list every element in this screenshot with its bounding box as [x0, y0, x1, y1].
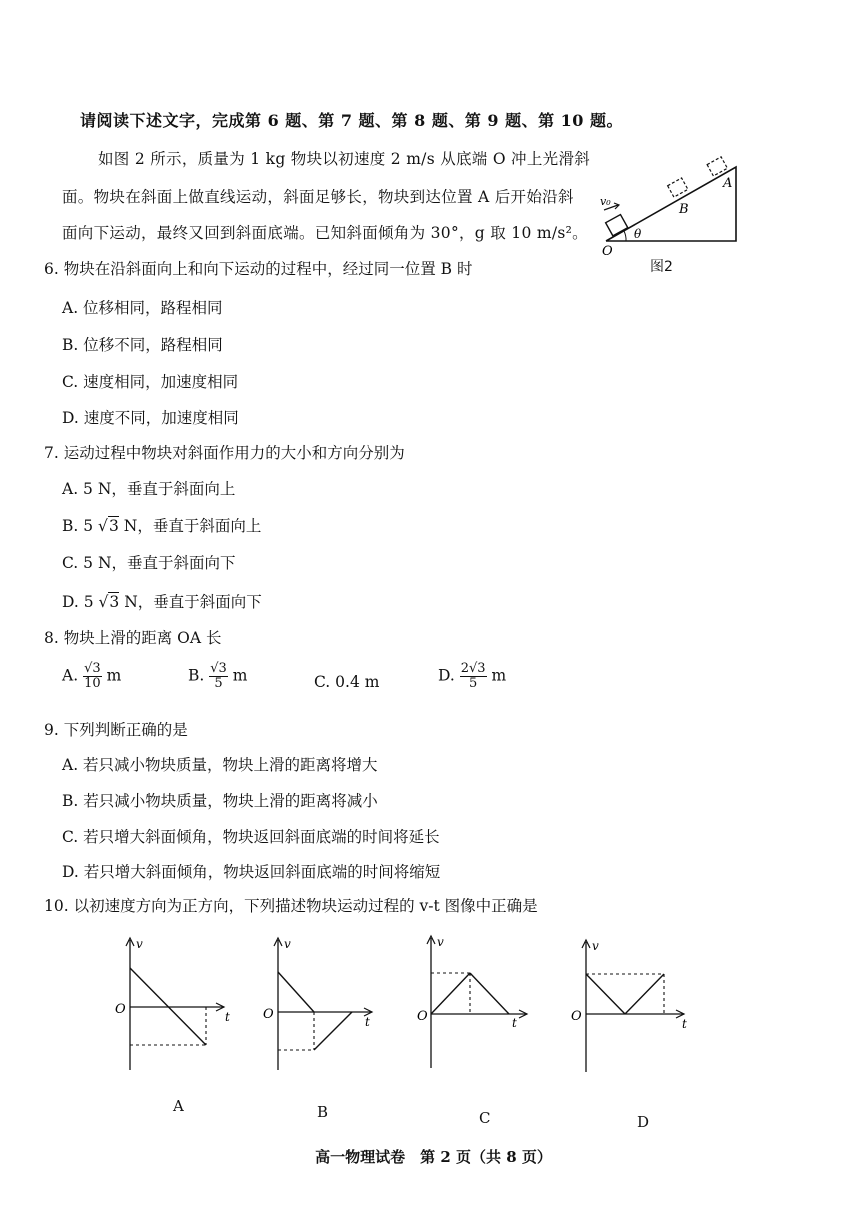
intro-line-2: 面。物块在斜面上做直线运动，斜面足够长，物块到达位置 A 后开始沿斜 — [62, 188, 574, 206]
q9-option-a[interactable]: A. 若只减小物块质量，物块上滑的距离将增大 — [62, 756, 378, 774]
q6-option-c[interactable]: C. 速度相同，加速度相同 — [62, 373, 239, 391]
graph-a-label[interactable]: A — [173, 1097, 184, 1115]
q9-option-d[interactable]: D. 若只增大斜面倾角，物块返回斜面底端的时间将缩短 — [62, 863, 441, 881]
vt-line-down — [586, 974, 625, 1014]
svg-text:O: O — [571, 1009, 582, 1024]
q6-option-a[interactable]: A. 位移相同，路程相同 — [62, 299, 223, 317]
vt-line-up — [431, 973, 470, 1014]
q7-option-d[interactable] — [62, 590, 262, 612]
graph-b-label[interactable]: B — [317, 1103, 329, 1121]
q7-option-d-text: N，垂直于斜面向下 — [124, 593, 262, 611]
q9-option-b[interactable]: B. 若只减小物块质量，物块上滑的距离将减小 — [62, 792, 378, 810]
vt-line-up — [625, 974, 664, 1014]
vt-line-down — [470, 973, 509, 1014]
q8-option-c[interactable]: C. 0.4 m — [314, 673, 380, 691]
vt-line-down — [314, 1012, 352, 1050]
question-9-stem: 9. 下列判断正确的是 — [44, 721, 188, 739]
q9-option-c[interactable]: C. 若只增大斜面倾角，物块返回斜面底端的时间将延长 — [62, 828, 440, 846]
intro-line-1: 如图 2 所示，质量为 1 kg 物块以初速度 2 m/s 从底端 O 冲上光滑斜 — [98, 150, 591, 168]
block-at-b — [668, 178, 688, 197]
sqrt-symbol: √3 — [98, 517, 119, 535]
question-8-stem: 8. 物块上滑的距离 OA 长 — [44, 629, 222, 647]
q6-option-b[interactable]: B. 位移不同，路程相同 — [62, 336, 223, 354]
svg-text:v: v — [437, 935, 444, 949]
q7-option-c[interactable]: C. 5 N，垂直于斜面向下 — [62, 554, 236, 572]
svg-text:t: t — [512, 1016, 517, 1030]
q7-option-d-radicand: 3 — [109, 593, 120, 611]
vt-graph-d[interactable] — [568, 932, 693, 1077]
svg-text:v: v — [592, 939, 599, 953]
theta-label: θ — [634, 227, 642, 241]
q7-option-b[interactable] — [62, 514, 261, 536]
graph-d-label[interactable]: D — [637, 1113, 650, 1131]
q7-option-b-text: N，垂直于斜面向上 — [123, 517, 262, 535]
point-a-label: A — [723, 176, 733, 191]
sqrt-symbol: √3 — [98, 593, 120, 611]
svg-text:t: t — [682, 1017, 687, 1031]
q8-option-a[interactable]: A. $\frac{√3}{10}$ m — [62, 661, 122, 691]
svg-text:O: O — [115, 1002, 126, 1017]
q7-option-a[interactable]: A. 5 N，垂直于斜面向上 — [62, 480, 236, 498]
graph-c-label[interactable]: C — [479, 1109, 491, 1127]
svg-text:t: t — [365, 1015, 370, 1029]
question-7-stem: 7. 运动过程中物块对斜面作用力的大小和方向分别为 — [44, 444, 405, 462]
q8-option-d[interactable]: D. $\frac{2√3}{5}$ m — [438, 661, 507, 691]
vt-graph-b[interactable] — [260, 930, 385, 1075]
point-b-label: B — [679, 202, 689, 217]
q6-option-d[interactable]: D. 速度不同，加速度相同 — [62, 409, 239, 427]
svg-text:v: v — [136, 937, 143, 951]
figure-caption: 图2 — [650, 259, 673, 275]
q7-option-b-radicand: 3 — [108, 517, 119, 535]
intro-line-3: 面向下运动，最终又回到斜面底端。已知斜面倾角为 30°，g 取 10 m/s²。 — [62, 224, 588, 242]
svg-text:O: O — [417, 1009, 428, 1024]
q8-option-b[interactable]: B. $\frac{√3}{5}$ m — [188, 661, 248, 691]
question-6-stem: 6. 物块在沿斜面向上和向下运动的过程中，经过同一位置 B 时 — [44, 260, 473, 278]
svg-text:v: v — [284, 937, 291, 951]
q7-option-b-prefix: B. 5 — [62, 517, 94, 535]
question-10-stem: 10. 以初速度方向为正方向，下列描述物块运动过程的 v-t 图像中正确是 — [44, 897, 538, 915]
vt-line-up — [278, 972, 314, 1012]
incline-triangle — [606, 167, 736, 241]
vt-graph-a[interactable] — [112, 930, 237, 1075]
page-footer: 高一物理试卷 第 2 页（共 8 页） — [315, 1148, 552, 1166]
origin-label: O — [602, 244, 613, 259]
v0-label: v₀ — [600, 195, 611, 208]
svg-text:O: O — [263, 1007, 274, 1022]
q7-option-d-prefix: D. 5 — [62, 593, 94, 611]
svg-text:t: t — [225, 1010, 230, 1024]
reading-instruction: 请阅读下述文字，完成第 6 题、第 7 题、第 8 题、第 9 题、第 10 题。 — [80, 111, 624, 130]
vt-graph-c[interactable] — [413, 928, 538, 1073]
